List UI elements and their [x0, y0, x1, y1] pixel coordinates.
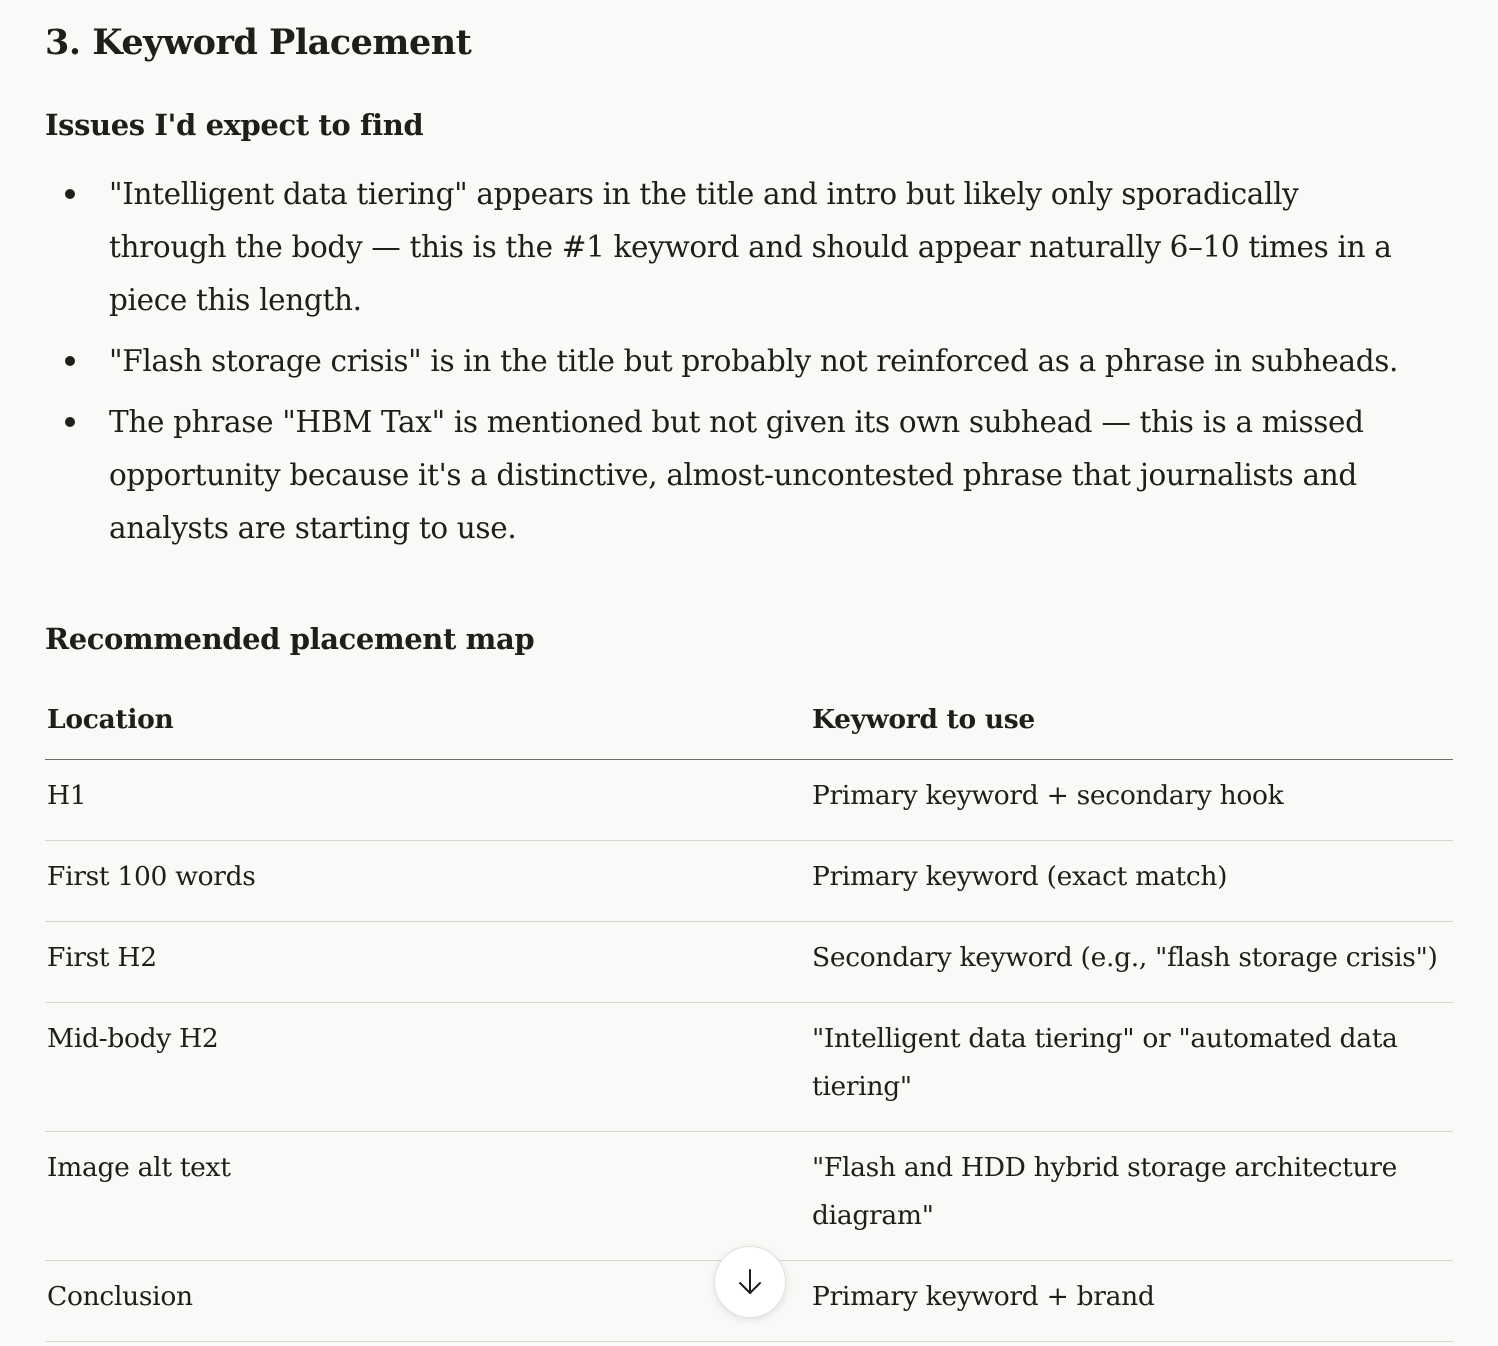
column-header-keyword: Keyword to use [810, 680, 1453, 760]
list-item [45, 335, 1420, 388]
table-cell-location: Mid-body H2 [47, 1023, 219, 1054]
bullet-icon [65, 189, 75, 199]
table-cell-location: Image alt text [47, 1152, 231, 1183]
table-cell-keyword: "Flash and HDD hybrid storage architecture diagram" [812, 1152, 1397, 1231]
issues-heading: Issues I'd expect to find [45, 108, 424, 142]
bullet-icon [65, 417, 75, 427]
table-header-row [45, 680, 1453, 760]
table-cell-keyword: Primary keyword (exact match) [812, 861, 1228, 892]
table-row [45, 1003, 1453, 1132]
table-row [45, 922, 1453, 1003]
table-cell-location: Conclusion [47, 1281, 193, 1312]
list-item [45, 168, 1420, 327]
placement-map-heading: Recommended placement map [45, 622, 535, 656]
arrow-down-icon [736, 1267, 764, 1297]
section-title: 3. Keyword Placement [45, 22, 472, 63]
list-item-text: "Flash storage crisis" is in the title but probably not reinforced as a phrase in subheads. [109, 344, 1399, 378]
scroll-to-bottom-button[interactable] [714, 1246, 786, 1318]
table-cell-keyword: Secondary keyword (e.g., "flash storage crisis") [812, 942, 1438, 973]
list-item [45, 396, 1420, 555]
table-row [45, 1132, 1453, 1261]
list-item-text: "Intelligent data tiering" appears in the title and intro but likely only sporadically through the body — this is the #1 keyword and should appear naturally 6–10 times in a piece this length. [109, 177, 1392, 317]
table-cell-location: H1 [47, 780, 87, 811]
table-cell-keyword: Primary keyword + brand [812, 1281, 1155, 1312]
placement-map-table [45, 680, 1453, 1342]
list-item-text: The phrase "HBM Tax" is mentioned but not given its own subhead — this is a missed opportunity because it's a distinctive, almost-uncontested phrase that journalists and analysts are starting to use. [109, 405, 1364, 545]
table-cell-location: First H2 [47, 942, 157, 973]
table-row [45, 760, 1453, 841]
issues-list [45, 168, 1420, 563]
table-cell-keyword: "Intelligent data tiering" or "automated data tiering" [812, 1023, 1398, 1102]
bullet-icon [65, 356, 75, 366]
column-header-location: Location [45, 680, 810, 760]
table-row [45, 841, 1453, 922]
table-cell-location: First 100 words [47, 861, 256, 892]
table-cell-keyword: Primary keyword + secondary hook [812, 780, 1284, 811]
